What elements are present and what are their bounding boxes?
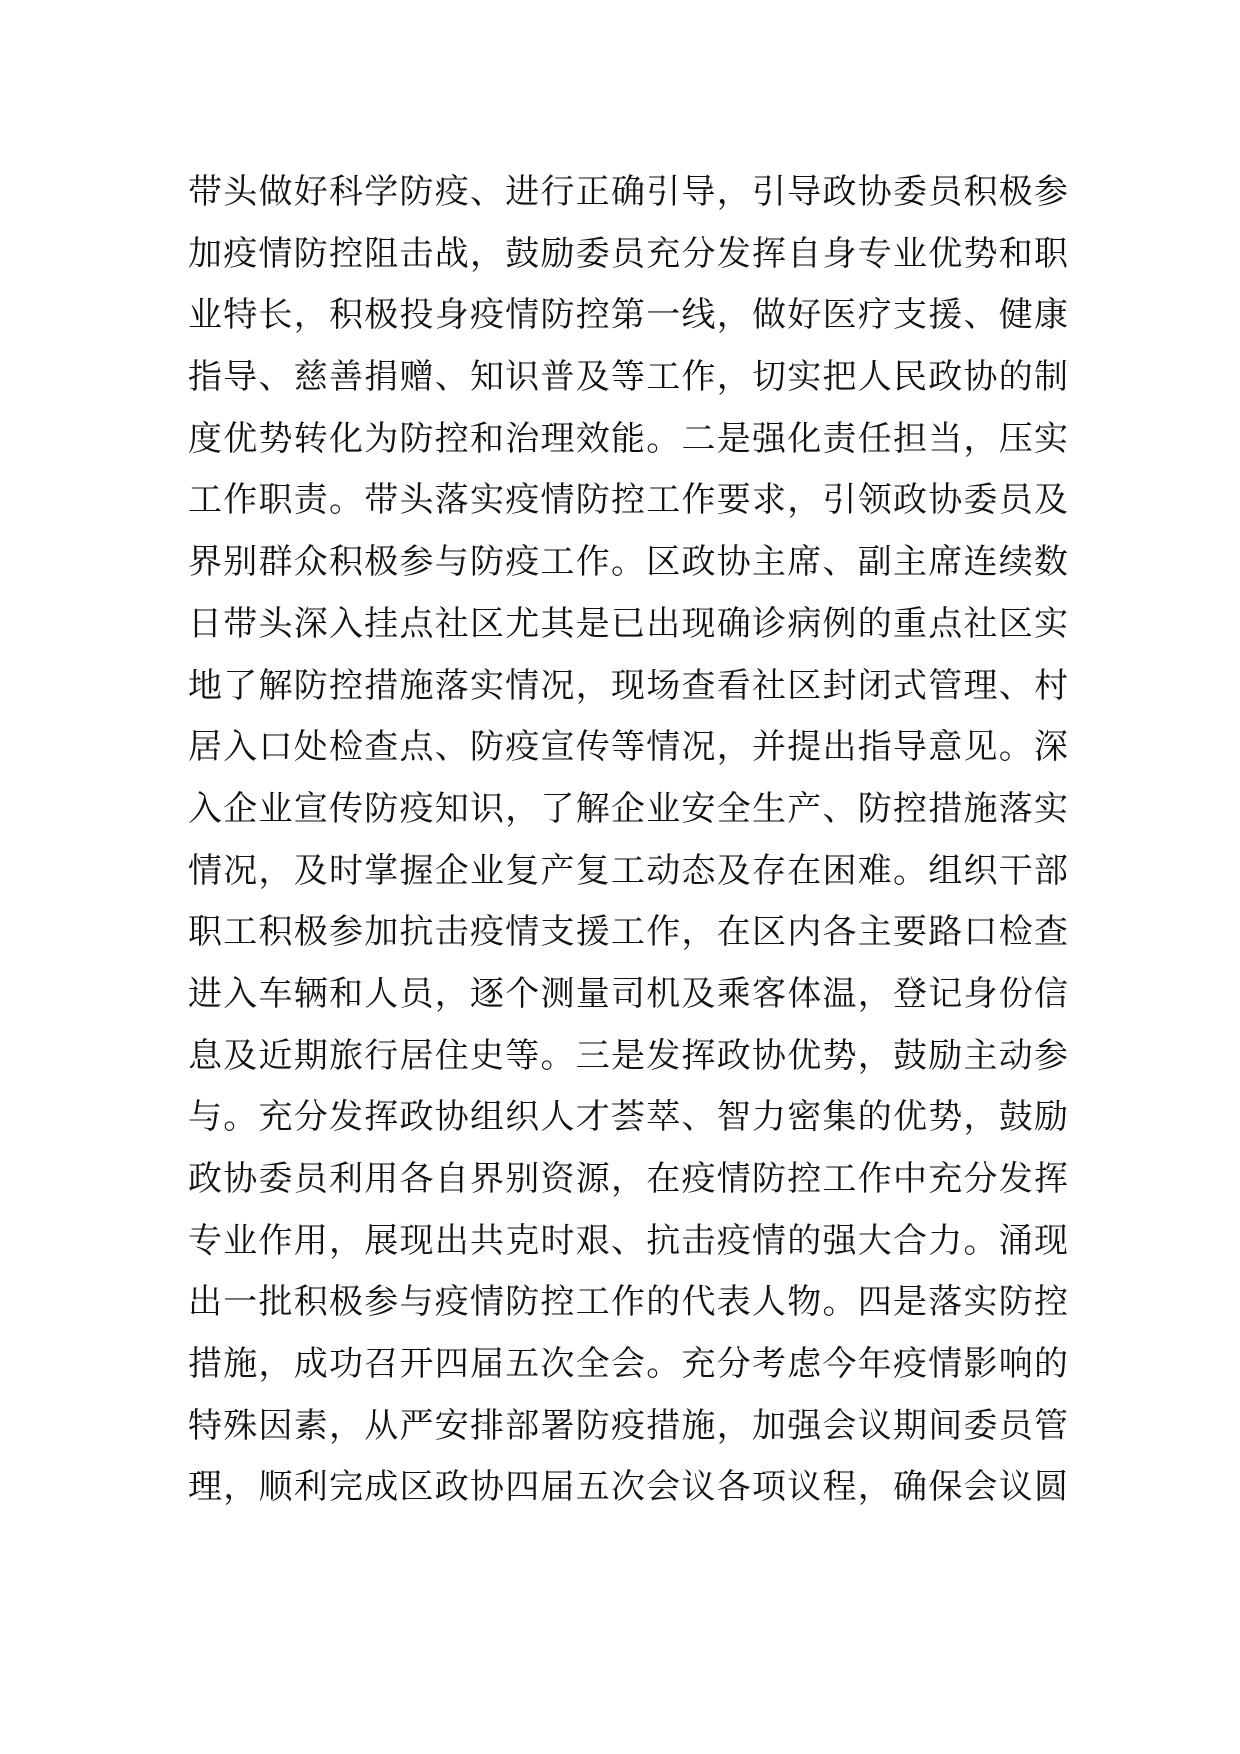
text-line-17: 政协委员利用各自界别资源，在疫情防控工作中充分发挥 bbox=[188, 1159, 1068, 1199]
text-line-6: 工作职责。带头落实疫情防控工作要求，引领政协委员及 bbox=[188, 480, 1068, 521]
text-line-7: 界别群众积极参与防疫工作。区政协主席、副主席连续数 bbox=[188, 542, 1068, 583]
text-line-21: 特殊因素，从严安排部署防疫措施，加强会议期间委员管 bbox=[188, 1405, 1068, 1446]
text-line-4: 指导、慈善捐赠、知识普及等工作，切实把人民政协的制 bbox=[188, 357, 1068, 398]
text-line-11: 入企业宣传防疫知识，了解企业安全生产、防控措施落实 bbox=[188, 788, 1068, 829]
text-line-2: 加疫情防控阻击战，鼓励委员充分发挥自身专业优势和职 bbox=[188, 233, 1068, 274]
text-line-9: 地了解防控措施落实情况，现场查看社区封闭式管理、村 bbox=[188, 665, 1068, 706]
text-line-15: 息及近期旅行居住史等。三是发挥政协优势，鼓励主动参 bbox=[188, 1035, 1068, 1076]
text-line-19: 出一批积极参与疫情防控工作的代表人物。四是落实防控 bbox=[188, 1282, 1068, 1323]
text-line-5: 度优势转化为防控和治理效能。二是强化责任担当，压实 bbox=[188, 418, 1068, 459]
text-line-22: 理，顺利完成区政协四届五次会议各项议程，确保会议圆 bbox=[188, 1467, 1068, 1508]
body-paragraph bbox=[188, 162, 1068, 1519]
text-line-12: 情况，及时掌握企业复产复工动态及存在困难。组织干部 bbox=[188, 850, 1068, 891]
text-line-13: 职工积极参加抗击疫情支援工作，在区内各主要路口检查 bbox=[188, 912, 1068, 953]
text-line-20: 措施，成功召开四届五次全会。充分考虑今年疫情影响的 bbox=[188, 1344, 1068, 1385]
text-line-16: 与。充分发挥政协组织人才荟萃、智力密集的优势，鼓励 bbox=[188, 1097, 1068, 1138]
text-line-1: 带头做好科学防疫、进行正确引导，引导政协委员积极参 bbox=[188, 172, 1068, 212]
text-line-3: 业特长，积极投身疫情防控第一线，做好医疗支援、健康 bbox=[188, 295, 1068, 336]
text-line-8: 日带头深入挂点社区尤其是已出现确诊病例的重点社区实 bbox=[188, 603, 1068, 644]
text-line-10: 居入口处检查点、防疫宣传等情况，并提出指导意见。深 bbox=[188, 727, 1068, 768]
text-line-18: 专业作用，展现出共克时艰、抗击疫情的强大合力。涌现 bbox=[188, 1220, 1068, 1261]
text-line-14: 进入车辆和人员，逐个测量司机及乘客体温，登记身份信 bbox=[188, 973, 1068, 1014]
